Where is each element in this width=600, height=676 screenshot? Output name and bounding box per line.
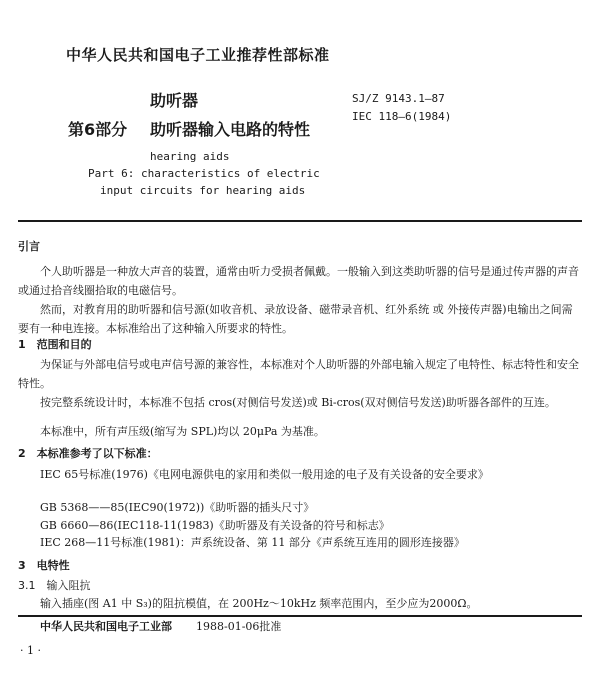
section-1-paragraph-1: 为保证与外部电信号或电声信号源的兼容性，本标准对个人助听器的外部电输入规定了电特性、标志特性和安全特性。	[18, 358, 579, 390]
intro-paragraph-2: 然而，对教育用的助听器和信号源(如收音机、录放设备、磁带录音机、红外系统 或 外接传声器)电输出之间需要有一种电连接。本标准给出了这种输入所要求的特性。	[18, 303, 573, 335]
footer-divider	[18, 615, 582, 617]
issuer-title: 中华人民共和国电子工业推荐性部标准	[66, 46, 330, 64]
title-en-1: hearing aids	[150, 150, 230, 163]
reference-item: GB 6660—86(IEC118-11(1983)《助听器及有关设备的符号和标志》	[40, 519, 390, 532]
section-1-paragraph-2: 按完整系统设计时，本标准不包括 cros(对侧信号发送)或 Bi-cros(双对侧信号发送)助听器各部件的互连。	[40, 396, 556, 409]
header-divider	[18, 220, 582, 222]
footer-ministry: 中华人民共和国电子工业部	[40, 620, 172, 633]
reference-item: IEC 268—11号标准(1981)：声系统设备、第 11 部分《声系统互连用的圆形连接器》	[40, 536, 465, 549]
intro-heading: 引言	[18, 240, 40, 253]
iec-number: IEC 118—6(1984)	[352, 110, 452, 123]
reference-item: GB 5368——85(IEC90(1972))《助听器的插头尺寸》	[40, 501, 315, 514]
footer-approval-date: 1988-01-06批准	[196, 620, 282, 633]
part-label: 第6部分	[68, 120, 128, 139]
title-cn-main: 助听器	[150, 91, 199, 110]
section-3-1-paragraph: 输入插座(图 A1 中 S₃)的阻抗模值，在 200Hz～10kHz 频率范围内，至少应为2000Ω。	[40, 597, 478, 610]
section-2-heading: 2 本标准参考了以下标准：	[18, 447, 158, 460]
title-cn-sub: 助听器输入电路的特性	[150, 120, 311, 139]
page-number: · 1 ·	[20, 644, 41, 657]
title-en-3: input circuits for hearing aids	[100, 184, 306, 197]
section-1-heading: 1 范围和目的	[18, 338, 92, 351]
section-3-heading: 3 电特性	[18, 559, 70, 572]
title-en-2: Part 6: characteristics of electric	[88, 167, 320, 180]
section-3-1-heading: 3.1 输入阻抗	[18, 579, 91, 592]
intro-paragraph-1: 个人助听器是一种放大声音的装置，通常由听力受损者佩戴。一般输入到这类助听器的信号是通过传声器的声音或通过拾音线圈拾取的电磁信号。	[18, 265, 579, 297]
standard-number: SJ/Z 9143.1—87	[352, 92, 445, 105]
reference-item: IEC 65号标准(1976)《电网电源供电的家用和类似一般用途的电子及有关设备的安全要求》	[40, 468, 489, 481]
section-1-paragraph-3: 本标准中，所有声压级(缩写为 SPL)均以 20μPa 为基准。	[40, 425, 325, 438]
